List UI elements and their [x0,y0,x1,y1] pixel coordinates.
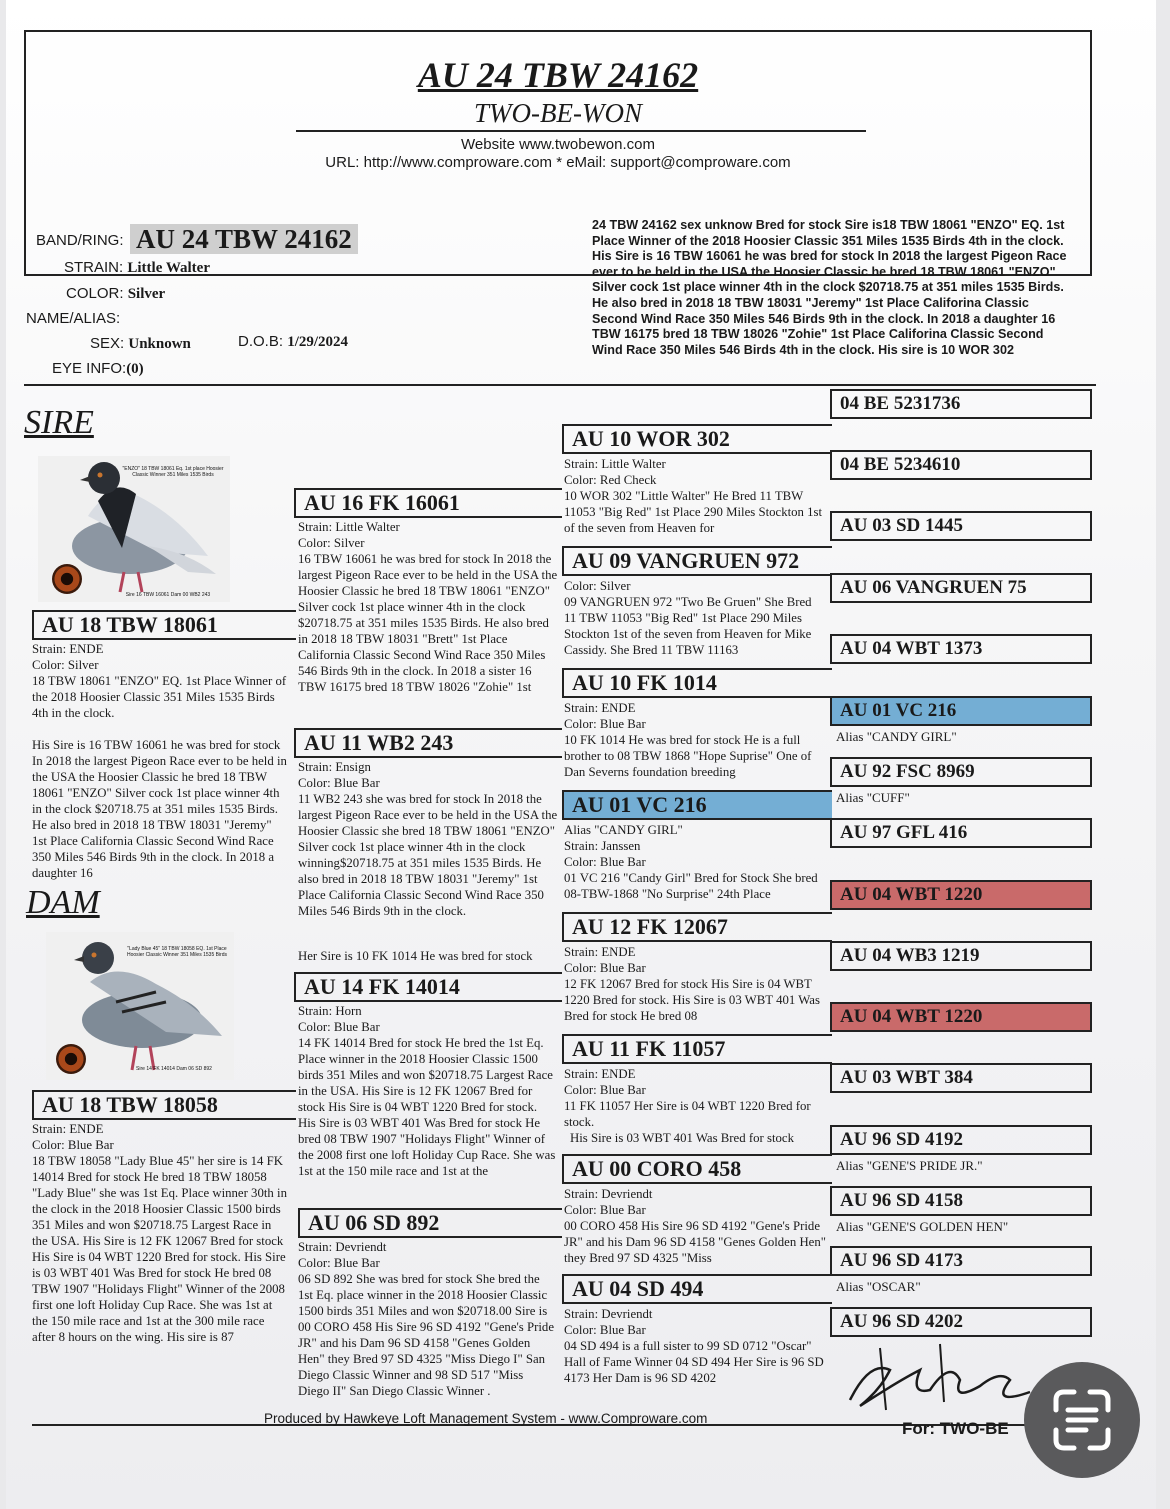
dam-photo-footer: Sire 14 FK 14014 Dam 06 SD 892 [136,1066,212,1072]
gen3-text-2: 09 VANGRUEN 972 "Two Be Gruen" She Bred 11 TBW 11053 "Big Red" 1st Place 290 Miles Stockton 1st of the seven from Heaven for Mike Cassidy. She Bred 11 TBW 11163 [564,595,812,657]
gen3-text-7: 00 CORO 458 His Sire 96 SD 4192 "Gene's Pride JR" and his Dam 96 SD 4158 "Genes Golden Hen" they Bred 97 SD 4325 "Miss [564,1219,826,1265]
gen3-line-4a: Alias "CANDY GIRL" [564,823,683,837]
gen4-band-5: AU 04 WBT 1373 [830,634,1092,664]
gen3-line-5b: Color: Blue Bar [564,961,646,975]
gen3-details-6 [564,1066,826,1132]
gen3-band-4: AU 01 VC 216 [562,790,832,820]
gen3-line-2a: Color: Silver [564,579,631,593]
name-row [26,310,120,328]
dam-details [32,1121,290,1361]
gen3-line-8a: Strain: Devriendt [564,1307,653,1321]
gen3-band-7: AU 00 CORO 458 [562,1154,832,1184]
gen4-alias-6: Alias "CANDY GIRL" [836,729,957,744]
dam-photo [46,932,234,1080]
gen2-underline-3 [294,1000,562,1002]
gen3-band-8: AU 04 SD 494 [562,1274,832,1304]
strain-row [64,259,210,277]
page-title: AU 24 TBW 24162 [417,55,699,95]
gen2-text-3: 14 FK 14014 Bred for stock He bred the 1st Eq. Place winner in the 2018 Hoosier Classic 1500 birds 351 Miles and won $20718.75 Largest Race in the USA. His Sire is 12 FK 12067 Bred for stock His Sire is 04 WBT 1220 Bred for stock. His Sire is 03 WBT 401 Was Bred for stock He bred 08 TBW 1907 "Holidays Flight" Winner of the 2008 first one loft Holiday Cup Race. She was 1st at the 150 mile race and 1st at the [298,1036,556,1178]
gen2-underline-2 [294,756,562,758]
color-row [66,285,165,303]
sex-value: Unknown [128,336,191,352]
gen3-line-6a: Strain: ENDE [564,1067,636,1081]
gen2-details-3 [298,1003,558,1195]
gen4-band-10: AU 04 WB3 1219 [830,941,1092,971]
website-line: Website www.twobewon.com [461,136,655,153]
gen3-text-8: 04 SD 494 is a full sister to 99 SD 0712 "Oscar" Hall of Fame Winner 04 SD 494 Her Sire is 96 SD 4173 Her Dam is 96 SD 4202 [564,1339,824,1385]
gen2-details-2 [298,759,558,935]
gen4-band-8: AU 97 GFL 416 [830,818,1092,848]
sire-text2: His Sire is 16 TBW 16061 he was bred for stock In 2018 the largest Pigeon Race ever to be held in the USA the Hoosier Classic he bred 18 TBW 18061 "ENZO" Silver cock 1st place winner 4th in the clock $20718.75 at 351 miles 1535 Birds. He also bred in 2018 18 TBW 18031 "Jeremy" 1st Place California Classic Second Wind Race 350 Miles 546 Birds 9th in the clock. In 2018 a daughter 16 [32,738,287,880]
sire-band-underline [32,638,296,640]
color-label: COLOR: [66,285,124,302]
pedigree-page [6,0,1156,1509]
gen2-text-1: 16 TBW 16061 he was bred for stock In 2018 the largest Pigeon Race ever to be held in the USA the Hoosier Classic he bred 18 TBW 18061 "ENZO" Silver cock 1st place winner 4th in the clock $20718.75 at 351 miles 1535 Birds. He also bred in 2018 18 TBW 18031 "Brett" 1st Place California Classic Second Wind Race 350 Miles 546 Birds 9th in the clock. In 2018 a sister 16 TBW 16175 bred 18 TBW 18026 "Zohie" 1st [298,552,558,694]
sex-label: SEX: [90,335,125,352]
gen3-text-3: 10 FK 1014 He was bred for stock He is a full brother to 08 TBW 1868 "Hope Suprise" One of Dan Severns foundation breeding [564,733,812,779]
gen2-band-2: AU 11 WB2 243 [294,728,562,758]
gen3-text-6: 11 FK 11057 Her Sire is 04 WBT 1220 Bred for stock. [564,1099,811,1129]
gen4-band-1: 04 BE 5231736 [830,389,1092,419]
gen2-text-4: 06 SD 892 She was bred for stock She bred the 1st Eq. place winner in the 2018 Hoosier Classic 1500 birds 351 Miles and won $20718.00 Sire is 00 CORO 458 His Sire 96 SD 4192 "Gene's Pride JR" and his Dam 96 SD 4158 "Genes Golden Hen" they Bred 97 SD 4325 "Miss Diego I" San Diego Classic Winner and 98 SD 517 "Miss Diego II" San Diego Classic Winner . [298,1272,555,1398]
gen3-band-6: AU 11 FK 11057 [562,1034,832,1064]
gen3-text-1: 10 WOR 302 "Little Walter" He Bred 11 TBW 11053 "Big Red" 1st Place 290 Miles Stockton 1st of the seven from Heaven for [564,489,823,535]
gen3-line-3b: Color: Blue Bar [564,717,646,731]
band-label: BAND/RING: [36,232,124,249]
band-value: AU 24 TBW 24162 [130,224,358,254]
gen4-band-9: AU 04 WBT 1220 [830,880,1092,910]
gen2-color-2: Color: Blue Bar [298,776,380,790]
scan-text-icon [1024,1362,1140,1478]
loft-name: TWO-BE-WON [474,98,642,128]
signature-image [840,1340,1050,1420]
gen4-band-11: AU 04 WBT 1220 [830,1002,1092,1032]
gen4-band-2: 04 BE 5234610 [830,450,1092,480]
info-divider [24,384,1096,386]
gen2-strain-4: Strain: Devriendt [298,1240,387,1254]
gen3-line-5a: Strain: ENDE [564,945,636,959]
gen3-band-5: AU 12 FK 12067 [562,912,832,942]
gen3-line-3a: Strain: ENDE [564,701,636,715]
sire-strain: Strain: ENDE [32,642,104,656]
sire-photo-footer: Sire 16 TBW 16061 Dam 00 WB2 243 [125,592,211,598]
sire-photo [38,456,230,602]
gen3-details-7 [564,1186,826,1268]
gen2-band-1: AU 16 FK 16061 [294,488,562,518]
gen2-details-1 [298,519,558,713]
footer-for: For: TWO-BE [902,1419,1009,1438]
sire-heading: SIRE [24,404,94,441]
color-value: Silver [127,286,166,302]
dam-band: AU 18 TBW 18058 [32,1090,296,1120]
gen3-line-7b: Color: Blue Bar [564,1203,646,1217]
gen3-text-4: 01 VC 216 "Candy Girl" Bred for Stock She bred 08-TBW-1868 "No Surprise" 24th Place [564,871,818,901]
dam-text: 18 TBW 18058 "Lady Blue 45" her sire is 14 FK 14014 Bred for stock He bred 18 TBW 18058 "Lady Blue" she was 1st Eq. Place winner 30th in the clock in the 2018 Hoosier Classic 1500 birds 351 Miles and won $20718.75 Largest Race in the USA. His Sire is 12 FK 12067 Bred for stock His Sire is 04 WBT 1220 Bred for stock. His Sire is 03 WBT 401 Was Bred for stock He bred 08 TBW 1907 "Holidays Flight" Winner of the 2008 first one loft Holiday Cup Race. She was 1st at the 150 mile race and 1st at the 300 mile race after 8 hours on the wing. His sire is 87 [32,1154,287,1344]
title-divider [296,130,866,132]
dam-photo-caption: "Lady Blue 45" 18 TBW 18058 EQ. 1st Place Hoosier Classic Winner 351 Miles 1535 Birds [126,946,228,958]
gen4-alias-14: Alias "GENE'S GOLDEN HEN" [836,1219,1009,1234]
dam-heading: DAM [26,884,100,921]
strain-label: STRAIN: [64,259,124,276]
dob-row [238,333,348,351]
gen3-band-3: AU 10 FK 1014 [562,668,832,698]
gen3-extra-6: His Sire is 03 WBT 401 Was Bred for stock [570,1131,794,1145]
dam-band-underline [32,1118,296,1120]
gen2-details-4 [298,1239,556,1415]
gen4-alias-15: Alias "OSCAR" [836,1279,921,1294]
sire-eye-icon [52,564,82,594]
name-label: NAME/ALIAS: [26,310,121,327]
gen2-color-4: Color: Blue Bar [298,1256,380,1270]
gen2-extra-2: Her Sire is 10 FK 1014 He was bred for stock [298,949,533,963]
gen2-color-1: Color: Silver [298,536,365,550]
gen2-strain-3: Strain: Horn [298,1004,362,1018]
gen2-color-3: Color: Blue Bar [298,1020,380,1034]
footer-produced: Produced by Hawkeye Loft Management System - www.Comproware.com [264,1411,708,1426]
gen2-strain-1: Strain: Little Walter [298,520,400,534]
sire-details [32,641,288,925]
text-scan-button[interactable] [1024,1362,1140,1478]
gen3-band-2: AU 09 VANGRUEN 972 [562,546,832,576]
gen2-underline-1 [294,516,562,518]
dam-strain: Strain: ENDE [32,1122,104,1136]
url-line: URL: http://www.comproware.com * eMail: support@comproware.com [325,154,791,171]
sex-row [90,335,191,353]
gen3-details-8 [564,1306,826,1388]
gen3-details-4 [564,822,826,904]
gen4-band-15: AU 96 SD 4173 [830,1246,1092,1276]
gen4-band-12: AU 03 WBT 384 [830,1063,1092,1093]
gen3-line-1a: Strain: Little Walter [564,457,666,471]
sire-photo-caption: "ENZO" 18 TBW 18061 Eq. 1st place Hoosier Classic Winner 351 Miles 1535 Birds [122,466,224,478]
gen3-details-1 [564,456,826,538]
gen2-band-4: AU 06 SD 892 [298,1208,562,1238]
gen3-line-1b: Color: Red Check [564,473,657,487]
gen4-band-14: AU 96 SD 4158 [830,1186,1092,1216]
gen4-band-7: AU 92 FSC 8969 [830,757,1092,787]
gen3-details-3 [564,700,826,782]
gen2-band-3: AU 14 FK 14014 [294,972,562,1002]
bird-description: 24 TBW 24162 sex unknow Bred for stock Sire is18 TBW 18061 "ENZO" EQ. 1st Place Winner of the 2018 Hoosier Classic 351 Miles 1535 Birds 4th in the clock. His Sire is 16 TBW 16061 he was bred for stock In 2018 the largest Pigeon Race ever to be held in the USA the Hoosier Classic he bred 18 TBW 18061 "ENZO" Silver cock 1st place winner 4th in the clock $20718.75 at 351 miles 1535 Birds. He also bred in 2018 18 TBW 18031 "Jeremy" 1st Place Califorina Classic Second Wind Race 350 Miles 546 Birds 9th in the clock. In 2018 a daughter 16 TBW 16175 bred 18 TBW 18026 "Zohie" 1st Place Califorina Classic Second Wind Race 350 Miles 546 Birds 4th in the clock. His sire is 10 WOR 302 [592,218,1067,357]
eye-row [52,360,144,378]
gen3-band-1: AU 10 WOR 302 [562,424,832,454]
dob-value: 1/29/2024 [287,334,349,350]
dam-eye-icon [56,1044,86,1074]
sire-text1: 18 TBW 18061 "ENZO" EQ. 1st Place Winner of the 2018 Hoosier Classic 351 Miles 1535 Birds 4th in the clock. [32,674,287,720]
gen4-band-6: AU 01 VC 216 [830,696,1092,726]
dam-color: Color: Blue Bar [32,1138,114,1152]
gen4-band-16: AU 96 SD 4202 [830,1307,1092,1337]
gen3-details-2 [564,578,826,660]
gen3-line-6b: Color: Blue Bar [564,1083,646,1097]
gen3-line-7a: Strain: Devriendt [564,1187,653,1201]
eye-label: EYE INFO: [52,360,127,377]
gen4-alias-7: Alias "CUFF" [836,790,910,805]
eye-value: (0) [126,361,144,377]
dob-label: D.O.B: [238,333,284,350]
gen4-band-4: AU 06 VANGRUEN 75 [830,573,1092,603]
gen2-text-2: 11 WB2 243 she was bred for stock In 2018 the largest Pigeon Race ever to be held in the USA the Hoosier Classic she bred 18 TBW 18061 "ENZO" Silver cock 1st place winner 4th in the clock winning$20718.75 at 351 miles 1535 Birds. He also bred in 2018 18 TBW 18031 "Jeremy" 1st Place California Classic Second Wind Race 350 Miles 546 Birds 9th in the clock. [298,792,558,918]
gen3-details-5 [564,944,826,1026]
gen2-underline-4 [298,1236,562,1238]
gen2-strain-2: Strain: Ensign [298,760,371,774]
gen4-band-13: AU 96 SD 4192 [830,1125,1092,1155]
gen3-text-5: 12 FK 12067 Bred for stock His Sire is 04 WBT 1220 Bred for stock. His Sire is 03 WBT 401 Was Bred for stock He bred 08 [564,977,820,1023]
gen4-alias-13: Alias "GENE'S PRIDE JR." [836,1158,983,1173]
gen3-line-4c: Color: Blue Bar [564,855,646,869]
sire-color: Color: Silver [32,658,99,672]
sire-band: AU 18 TBW 18061 [32,610,296,640]
strain-value: Little Walter [127,260,210,276]
gen4-band-3: AU 03 SD 1445 [830,511,1092,541]
gen3-line-4b: Strain: Janssen [564,839,641,853]
gen3-line-8b: Color: Blue Bar [564,1323,646,1337]
